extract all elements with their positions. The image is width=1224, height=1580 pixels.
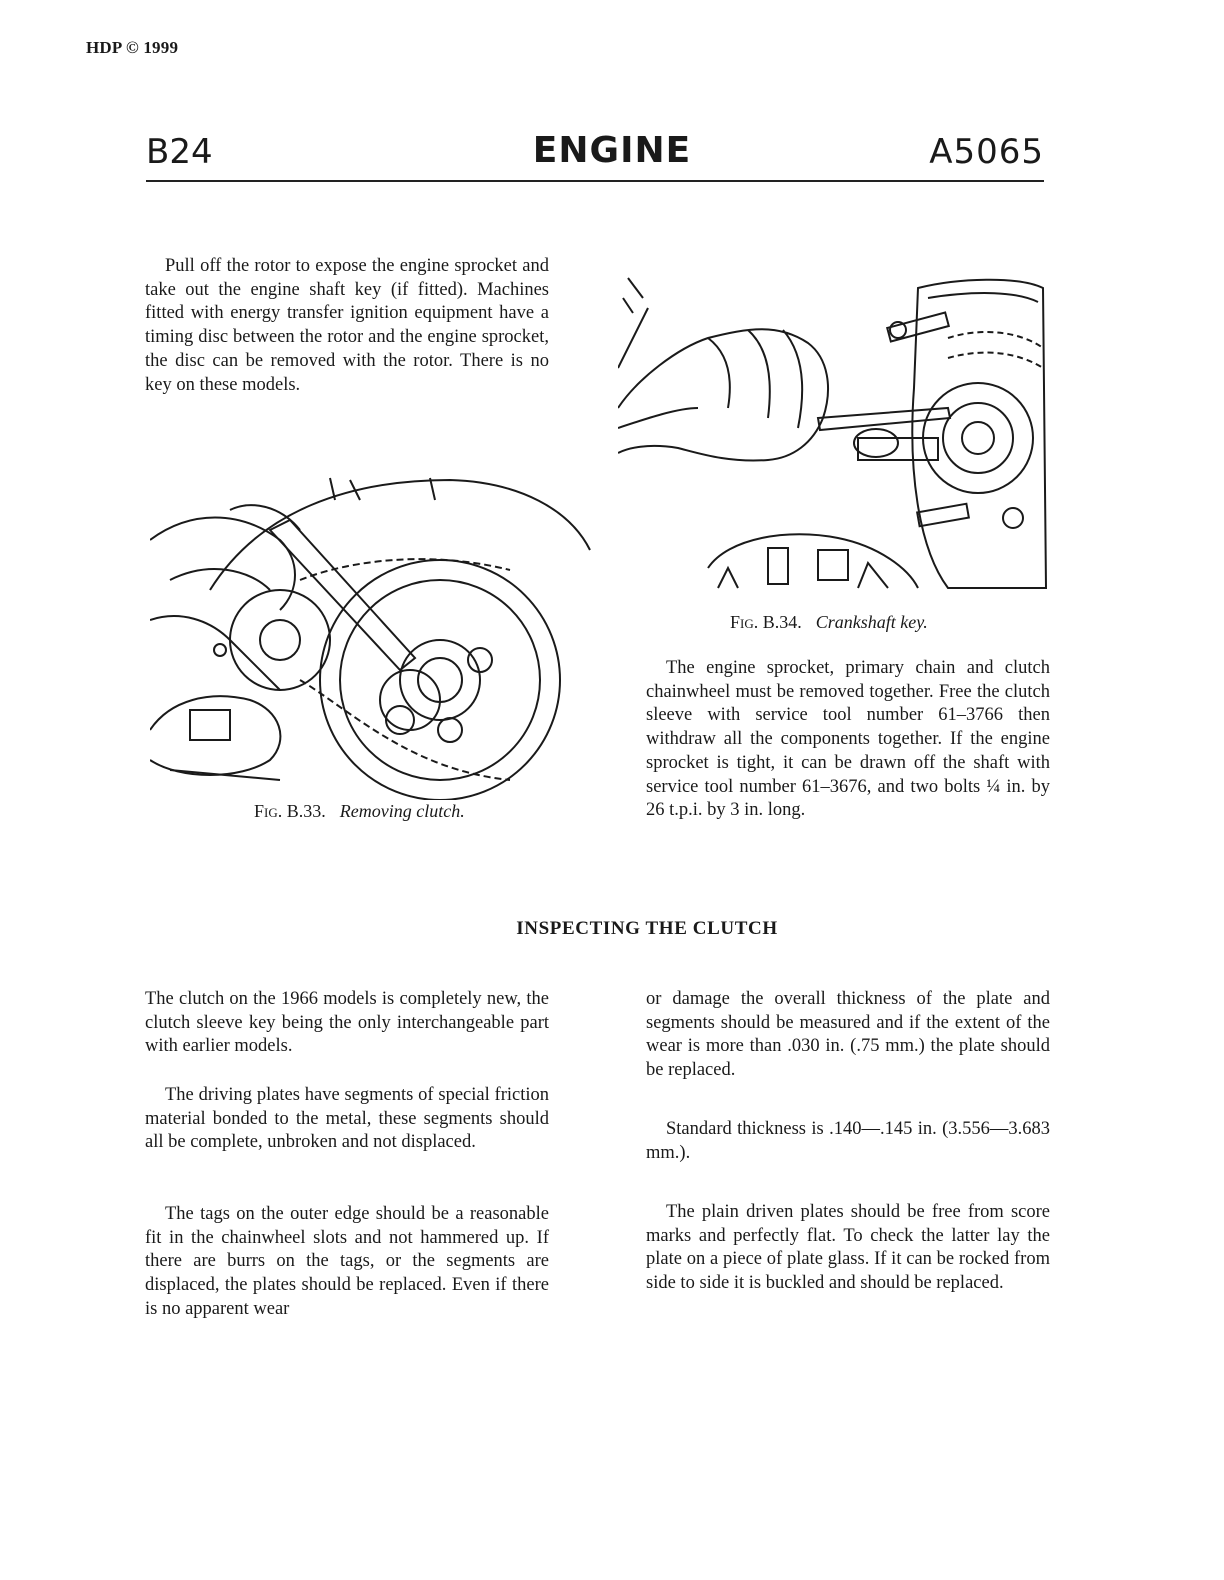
intro-paragraph: Pull off the rotor to expose the engine sprocket and take out the engine shaft key (if fitted). Machines fitted with energy transfer ignition equipment have a timing disc between the rotor and the engine sprocket, the disc can be removed with the rotor. There is no key on these models. [145,256,549,395]
figure-b33 [150,470,592,800]
clutch-paragraph-2: The driving plates have segments of special friction material bonded to the metal, these segments should all be complete, unbroken and not displaced. [145,1085,549,1153]
page-title: ENGINE [532,130,692,171]
clutch-paragraph-6: The plain driven plates should be free from score marks and perfectly flat. To check the latter lay the plate on a piece of plate glass. If it can be rocked from side to side it is buckled and should be replaced. [646,1202,1050,1294]
figure-b34 [618,268,1048,592]
figure-b34-caption [730,612,928,633]
clutch-paragraph-1: The clutch on the 1966 models is completely new, the clutch sleeve key being the only interchangeable part with earlier models. [145,989,549,1057]
clutch-removal-illustration-icon [150,470,592,800]
figure-b34-number: Fig. B.34. [730,612,802,632]
clutch-paragraph-3: The tags on the outer edge should be a reasonable fit in the chainwheel slots and not hammered up. If there are burrs on the tags, or the segments are displaced, the plates should be replaced. Even if there is no apparent wear [145,1204,549,1319]
part-number: A5065 [929,132,1044,172]
figure-b33-caption [254,801,465,822]
crankshaft-key-illustration-icon [618,268,1048,592]
sprocket-paragraph: The engine sprocket, primary chain and clutch chainwheel must be removed together. Free the clutch sleeve with service tool number 61–3766 then withdraw all the components together. If the engine sprocket is tight, it can be drawn off the shaft with service tool number 61–3676, and two bolts ¼ in. by 26 t.p.i. by 3 in. long. [646,658,1050,821]
header-rule [146,180,1044,182]
page-number: B24 [146,132,213,172]
clutch-paragraph-5: Standard thickness is .140—.145 in. (3.556—3.683 mm.). [646,1119,1050,1163]
figure-b33-title: Removing clutch. [339,801,465,821]
copyright-notice: HDP © 1999 [86,38,179,57]
figure-b33-number: Fig. B.33. [254,801,326,821]
clutch-paragraph-4: or damage the overall thickness of the plate and segments should be measured and if the extent of the wear is more than .030 in. (.75 mm.) the plate should be replaced. [646,989,1050,1081]
figure-b34-title: Crankshaft key. [815,612,928,632]
section-heading: INSPECTING THE CLUTCH [516,918,778,939]
